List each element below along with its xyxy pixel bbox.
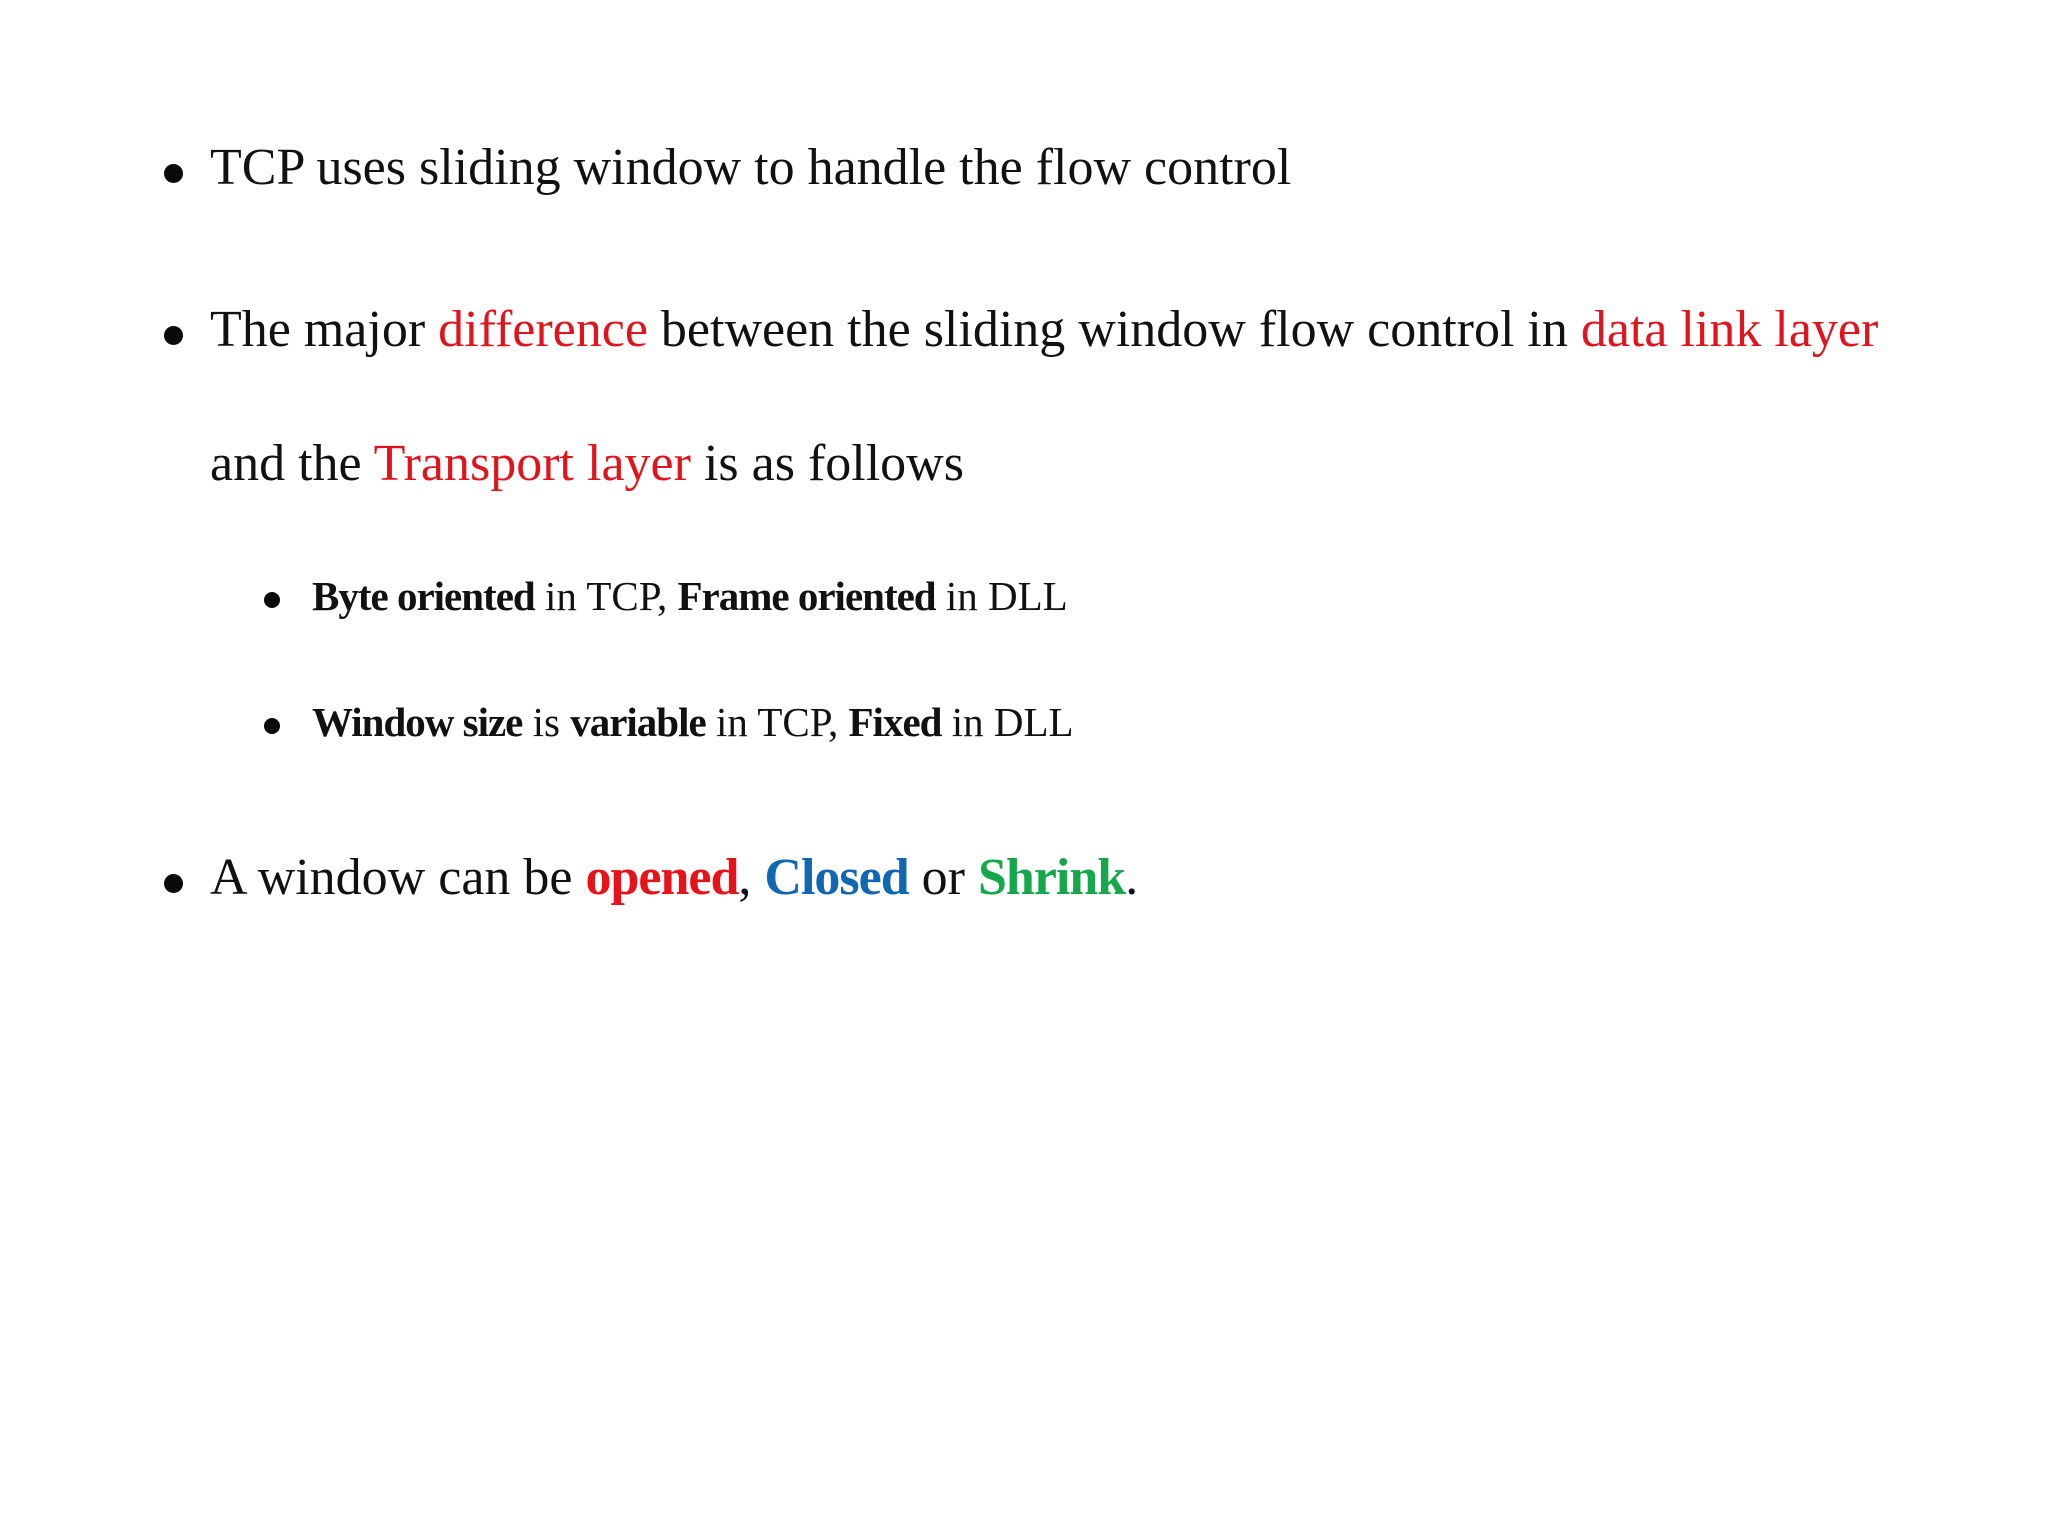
bullet-window-states	[210, 848, 1138, 907]
bullet-tcp-sliding-window	[210, 138, 1291, 197]
bullet-dot-icon	[164, 874, 183, 893]
term-shrink: Shrink	[977, 849, 1126, 906]
highlight-difference: difference	[438, 301, 648, 358]
bullet-text: .	[1125, 849, 1139, 906]
bullet-major-difference-continuation	[210, 434, 964, 493]
bullet-dot-icon	[164, 164, 183, 183]
bold-term-fixed: Fixed	[848, 699, 942, 745]
bold-term-variable: variable	[570, 699, 706, 745]
bold-term-window-size: Window size	[312, 699, 523, 745]
sub-bullet-text: is	[522, 699, 571, 745]
bullet-text: or	[908, 849, 978, 906]
bullet-text: is as follows	[690, 435, 964, 492]
bold-term-frame-oriented: Frame oriented	[677, 573, 936, 619]
sub-bullet-text: in DLL	[935, 573, 1068, 619]
sub-bullet-text: in TCP,	[534, 573, 678, 619]
sub-bullet-byte-oriented	[312, 572, 1068, 620]
sub-bullet-window-size	[312, 698, 1074, 746]
bullet-dot-icon	[264, 718, 280, 734]
term-opened: opened	[585, 849, 739, 906]
bullet-major-difference	[210, 300, 1878, 359]
bullet-text: and the	[210, 435, 374, 492]
highlight-data-link-layer: data link layer	[1580, 301, 1879, 358]
highlight-transport-layer: Transport layer	[373, 435, 691, 492]
bullet-text: A window can be	[210, 849, 586, 906]
bullet-text: between the sliding window flow control in	[647, 301, 1581, 358]
sub-bullet-text: in DLL	[941, 699, 1074, 745]
sub-bullet-text: in TCP,	[705, 699, 849, 745]
bullet-text: The major	[210, 301, 439, 358]
bullet-dot-icon	[264, 592, 280, 608]
bold-term-byte-oriented: Byte oriented	[312, 573, 535, 619]
bullet-text: ,	[738, 849, 765, 906]
bullet-text: TCP uses sliding window to handle the flow control	[210, 139, 1292, 196]
bullet-dot-icon	[164, 326, 183, 345]
term-closed: Closed	[764, 849, 909, 906]
